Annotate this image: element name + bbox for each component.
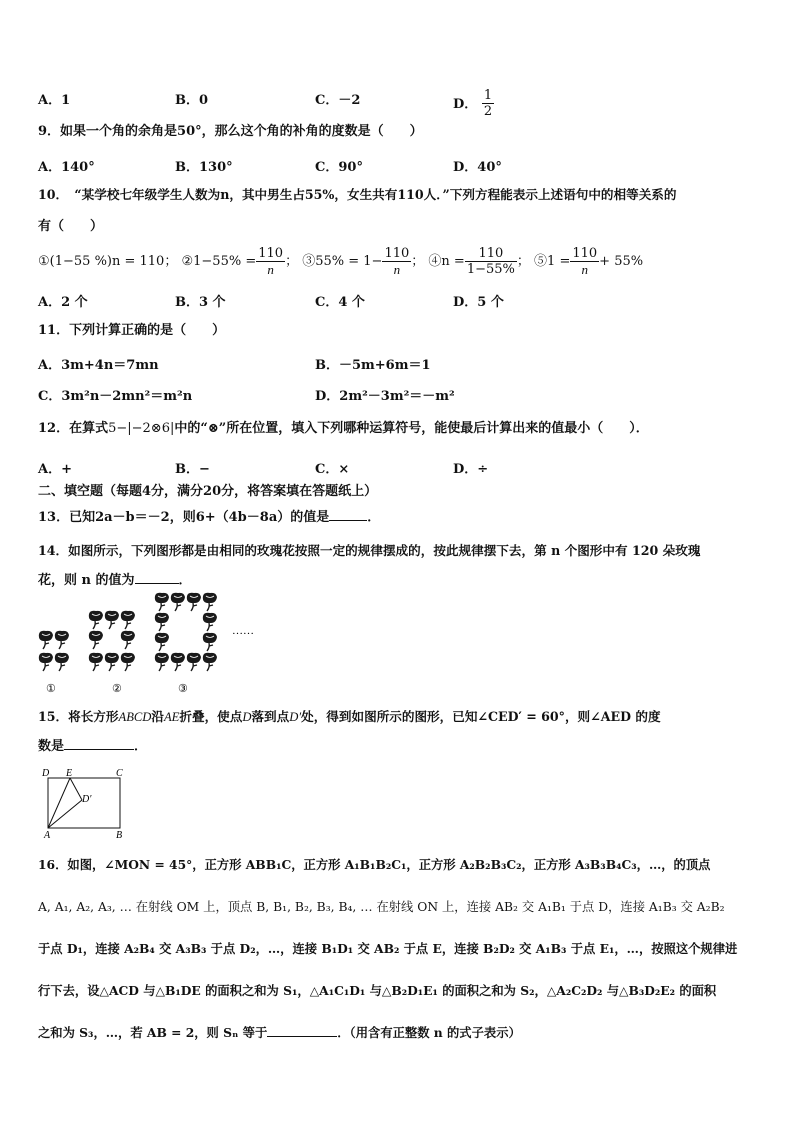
- q13-answer-blank[interactable]: [329, 520, 367, 521]
- q8-option-c: C．－2: [315, 93, 361, 108]
- rose-icon: [121, 611, 135, 629]
- q10-eq1: ①(1−55 %)n = 110；: [38, 254, 178, 269]
- q12-option-a: A．+: [38, 462, 72, 477]
- q16-line2: A, A₁, A₂, A₃, … 在射线 OM 上，顶点 B, B₁, B₂, B₃, B₄, … 在射线 ON 上，连接 AB₂ 交 A₁B₁ 于点 D，连接 A₁B₃ 交 A₂B₂: [38, 900, 725, 914]
- fig-label-d: D: [42, 768, 50, 779]
- section-heading: 二、填空题（每题4分，满分20分，将答案填在答题纸上）: [38, 484, 378, 499]
- q15-rect-label: ABCD: [118, 710, 152, 724]
- rose-icon: [203, 593, 217, 611]
- q12-option-c: C．×: [315, 462, 350, 477]
- fraction-numerator: 110: [572, 246, 598, 261]
- rose-icon: [105, 611, 119, 629]
- rose-icon: [171, 653, 185, 671]
- q12-stem-end: 中的“⊗”所在位置，填入下列哪种运算符号，能使最后计算出来的值最小（ ）．: [174, 421, 649, 436]
- q9-option-b: B．130°: [175, 160, 233, 175]
- rose-icon: [55, 653, 69, 671]
- q8-option-b: B．0: [175, 93, 209, 108]
- q14-stem-line1: 14．如图所示，下列图形都是由相同的玫瑰花按照一定的规律摆成的，按此规律摆下去，第 n 个图形中有 120 朵玫瑰: [38, 543, 701, 558]
- q11-option-c: C．3m²n－2mn²＝m²n: [38, 389, 193, 404]
- fig-label-a: A: [44, 830, 51, 840]
- rose-icon: [155, 633, 169, 651]
- q10-eq5: [534, 246, 644, 277]
- q11-option-d: D．2m²－3m²＝－m²: [315, 389, 455, 404]
- q10-option-b: B．3 个: [175, 295, 226, 310]
- q12-option-d: D．÷: [453, 462, 489, 477]
- q16-line3: 于点 D₁，连接 A₂B₄ 交 A₃B₃ 于点 D₂，…，连接 B₁D₁ 交 AB₂ 于点 E，连接 B₂D₂ 交 A₁B₃ 于点 E₁，…，按照这个规律进: [38, 941, 738, 956]
- q13-stem-end: ．: [367, 510, 381, 525]
- q9-stem: 9．如果一个角的余角是50°，那么这个角的补角的度数是（ ）: [38, 124, 423, 139]
- q10-eq4: [428, 246, 530, 277]
- q8-option-d-fraction: [482, 88, 494, 119]
- q12-expression: 5−|−2⊗6|: [108, 421, 175, 436]
- rose-icon: [203, 633, 217, 651]
- q14-ellipsis: ……: [232, 625, 254, 637]
- q15-point-dprime-label: D′: [289, 710, 302, 724]
- fraction-numerator: 110: [465, 246, 517, 262]
- q10-eq5-left: ⑤1 =: [534, 254, 571, 269]
- fraction-numerator: 110: [258, 246, 284, 261]
- rose-icon: [121, 653, 135, 671]
- fraction-denominator: 2: [483, 104, 493, 119]
- rose-group-2: [89, 611, 135, 671]
- q16-answer-blank[interactable]: [267, 1036, 337, 1037]
- rose-icon: [171, 593, 185, 611]
- q16-line5-end: ．（用含有正整数 n 的式子表示）: [337, 1025, 521, 1040]
- rose-icon: [187, 593, 201, 611]
- q12-stem: [38, 420, 649, 438]
- rose-icon: [187, 653, 201, 671]
- q10-eq2-left: ②1−55% =: [181, 254, 257, 269]
- fig-label-c: C: [116, 768, 123, 779]
- q13-stem-start: 13．已知2a－b＝－2，则6+（4b－8a）的值是: [38, 510, 330, 525]
- rose-icon: [155, 653, 169, 671]
- q14-label-2: ②: [112, 683, 122, 695]
- rose-icon: [105, 653, 119, 671]
- q8-option-d-label: D．: [453, 97, 478, 112]
- q15-stem-c: 折叠，使点: [179, 709, 243, 724]
- q16-line5: [38, 1024, 521, 1042]
- rose-icon: [89, 611, 103, 629]
- q8-option-a: A．1: [38, 93, 71, 108]
- q15-answer-blank[interactable]: [64, 749, 134, 750]
- q15-fold-line-label: AE: [163, 710, 180, 724]
- q14-label-3: ③: [178, 683, 188, 695]
- q10-option-c: C．4 个: [315, 295, 365, 310]
- q14-answer-blank[interactable]: [135, 583, 179, 584]
- rose-icon: [89, 631, 103, 649]
- q15-rectangle-figure: [36, 764, 136, 840]
- q10-eq3-left: ③55% = 1−: [302, 254, 383, 269]
- q15-stem-a: 15．将长方形: [38, 709, 119, 724]
- rose-icon: [55, 631, 69, 649]
- q10-eq2-sep: ；: [285, 254, 299, 269]
- q14-stem-end: ．: [178, 573, 192, 588]
- q10-eq5-right: + 55%: [599, 254, 644, 269]
- q10-stem-line1: 10． “某学校七年级学生人数为n，其中男生占55%，女生共有110人．”下列方程能表示上述语句中的相等关系的: [38, 187, 677, 202]
- q9-option-d: D．40°: [453, 160, 502, 175]
- q11-stem: 11．下列计算正确的是（ ）: [38, 323, 226, 338]
- q13-stem: [38, 509, 380, 527]
- q9-option-a: A．140°: [38, 160, 95, 175]
- q10-eq4-sep: ；: [516, 254, 530, 269]
- rose-icon: [203, 613, 217, 631]
- q15-point-d-label: D: [242, 710, 252, 724]
- q10-eq4-left: ④n =: [428, 254, 465, 269]
- q14-rose-figure: [30, 592, 270, 698]
- fig-label-e: E: [66, 768, 73, 779]
- rose-icon: [89, 653, 103, 671]
- rose-group-1: [39, 631, 69, 671]
- q14-stem-start: 花，则 n 的值为: [38, 573, 135, 588]
- q15-stem-d: 落到点: [251, 709, 290, 724]
- rose-icon: [203, 653, 217, 671]
- q8-option-d: [453, 89, 494, 120]
- q10-eq3-sep: ；: [411, 254, 425, 269]
- q10-option-a: A．2 个: [38, 295, 88, 310]
- q15-stem-end: ．: [134, 739, 148, 754]
- fraction-denominator: n: [581, 262, 588, 277]
- rose-icon: [39, 653, 53, 671]
- rose-icon: [155, 613, 169, 631]
- q15-stem-e: 处，得到如图所示的图形，已知∠CED′ = 60°，则∠AED 的度: [301, 709, 661, 724]
- q12-stem-start: 12．在算式: [38, 421, 109, 436]
- rose-icon: [155, 593, 169, 611]
- q16-line5-start: 之和为 S₃，…，若 AB = 2，则 Sₙ 等于: [38, 1025, 268, 1040]
- rose-icon: [121, 631, 135, 649]
- q10-equations: [38, 244, 643, 280]
- q14-label-1: ①: [46, 683, 56, 695]
- q10-eq3: [302, 246, 425, 277]
- q9-option-c: C．90°: [315, 160, 363, 175]
- q15-stem-b: 沿: [151, 709, 164, 724]
- q16-line1: 16．如图，∠MON = 45°，正方形 ABB₁C，正方形 A₁B₁B₂C₁，正方形 A₂B₂B₃C₂，正方形 A₃B₃B₄C₃，…，的顶点: [38, 857, 711, 872]
- q12-option-b: B．−: [175, 462, 210, 477]
- fraction-denominator: n: [267, 262, 274, 277]
- fig-label-dprime: D′: [82, 794, 92, 805]
- fraction-numerator: 110: [384, 246, 410, 261]
- q15-stem-line2: [38, 738, 147, 756]
- q10-option-d: D．5 个: [453, 295, 504, 310]
- fraction-numerator: 1: [483, 88, 493, 103]
- q14-stem-line2: [38, 572, 192, 590]
- rose-icon: [39, 631, 53, 649]
- q10-stem-line2: 有（ ）: [38, 219, 104, 234]
- q15-stem-line1: [38, 708, 661, 726]
- q16-line4: 行下去，设△ACD 与△B₁DE 的面积之和为 S₁，△A₁C₁D₁ 与△B₂D₁E₁ 的面积之和为 S₂，△A₂C₂D₂ 与△B₃D₂E₂ 的面积: [38, 983, 717, 998]
- q11-option-a: A．3m+4n＝7mn: [38, 358, 159, 373]
- q10-eq2: [181, 246, 299, 277]
- fig-label-b: B: [116, 830, 123, 840]
- q15-stem-start: 数是: [38, 739, 65, 754]
- fraction-denominator: n: [393, 262, 401, 277]
- fraction-denominator: 1−55%: [466, 262, 515, 277]
- q11-option-b: B．－5m+6m＝1: [315, 358, 431, 373]
- rose-group-3: [155, 593, 217, 671]
